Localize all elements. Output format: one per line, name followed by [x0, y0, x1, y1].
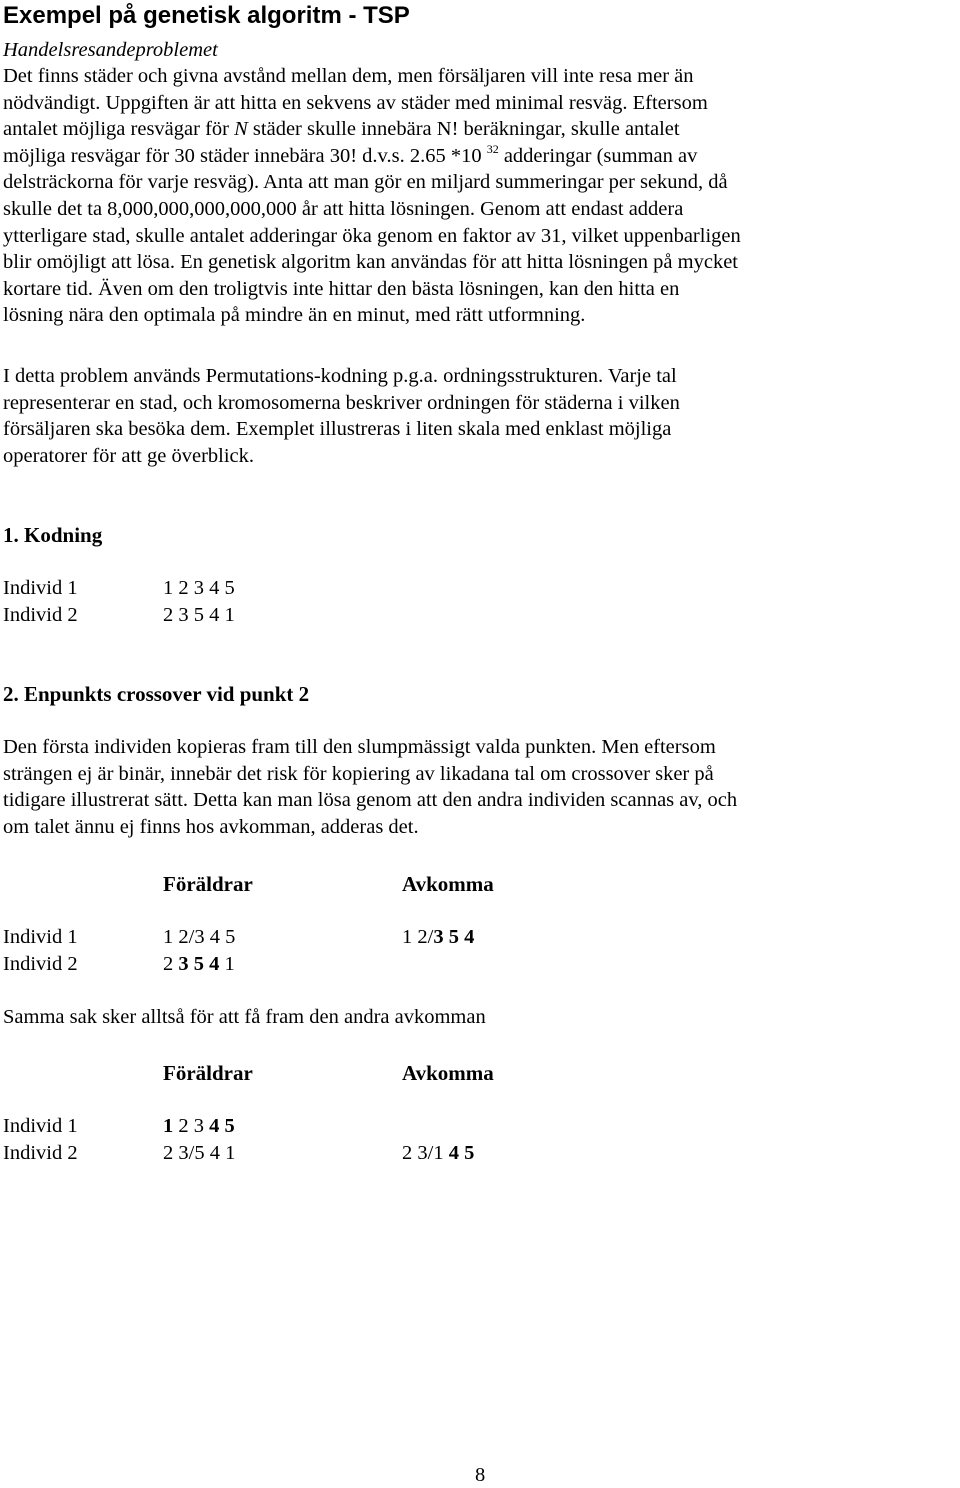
parents-column-header: Föräldrar [163, 1061, 253, 1085]
crossover-description [3, 734, 955, 840]
page-title: Exempel på genetisk algoritm - TSP [3, 2, 410, 29]
permutation-paragraph [3, 363, 955, 469]
crossover-row [3, 951, 703, 977]
individual-label: Individ 2 [3, 604, 78, 626]
intro-text: möjliga resvägar för 30 städer innebära 30! d.v.s. 2.65 *10 [3, 144, 487, 167]
exponent: 32 [486, 141, 499, 156]
intro-paragraph [3, 63, 955, 329]
desc-line: tidigare illustrerat sätt. Detta kan man lösa genom att den andra individen scannas av, och [3, 789, 738, 812]
section-heading-kodning: 1. Kodning [3, 523, 103, 547]
individual-label: Individ 1 [3, 926, 78, 948]
offspring-column-header: Avkomma [402, 872, 494, 896]
intro-line: ytterligare stad, skulle antalet adderingar öka genom en faktor av 31, vilket uppenbarligen [3, 224, 741, 247]
desc-line: om talet ännu ej finns hos avkomman, adderas det. [3, 815, 419, 838]
chromosome-highlight: 3 5 4 [178, 953, 220, 975]
individual-label: Individ 1 [3, 577, 78, 599]
chromosome-part: 1 [219, 953, 235, 975]
individual-label: Individ 1 [3, 1115, 78, 1137]
page-subtitle: Handelsresandeproblemet [3, 39, 218, 61]
variable-n: N [234, 118, 248, 141]
intro-text: adderingar (summan av [498, 144, 698, 167]
chromosome-value: 1 2 3 4 5 [163, 577, 235, 599]
intro-text: städer skulle innebära N! beräkningar, skulle antalet [247, 118, 680, 141]
individual-label: Individ 2 [3, 953, 78, 975]
offspring-added: 4 5 [448, 1142, 475, 1164]
intro-line: nödvändigt. Uppgiften är att hitta en sekvens av städer med minimal resväg. Eftersom [3, 91, 708, 114]
chromosome-value: 2 3 5 4 1 [163, 604, 235, 626]
intro-line [3, 143, 955, 170]
chromosome-part: 2 3 [173, 1115, 210, 1137]
parent-chromosome [163, 951, 235, 977]
parent-chromosome: 1 2/3 4 5 [163, 926, 236, 948]
parent-chromosome [163, 1113, 235, 1139]
encoding-row [3, 602, 703, 628]
intro-text: antalet möjliga resvägar för [3, 118, 235, 141]
chromosome-part: 2 [163, 953, 179, 975]
offspring-chromosome [402, 924, 474, 950]
offspring-copied: 2 3/1 [402, 1142, 449, 1164]
intro-line [3, 116, 955, 143]
intro-line: lösning nära den optimala på mindre än en minut, med rätt utformning. [3, 304, 586, 327]
intro-line: delsträckorna för varje resväg). Anta att man gör en miljard summeringar per sekund, då [3, 171, 728, 194]
chromosome-highlight: 1 [163, 1115, 174, 1137]
intro-line: blir omöjligt att lösa. En genetisk algoritm kan användas för att hitta lösningen på mycket [3, 251, 738, 274]
offspring-column-header: Avkomma [402, 1061, 494, 1085]
intro-line: skulle det ta 8,000,000,000,000,000 år att hitta lösningen. Genom att endast addera [3, 197, 684, 220]
perm-line: operatorer för att ge överblick. [3, 444, 255, 467]
perm-line: försäljaren ska besöka dem. Exemplet illustreras i liten skala med enklast möjliga [3, 418, 672, 441]
chromosome-highlight: 4 5 [209, 1115, 235, 1137]
second-offspring-note: Samma sak sker alltså för att få fram den andra avkomman [3, 1006, 486, 1028]
desc-line: strängen ej är binär, innebär det risk för kopiering av likadana tal om crossover sker på [3, 762, 714, 785]
page-number: 8 [475, 1464, 486, 1486]
crossover-row [3, 924, 703, 950]
individual-label: Individ 2 [3, 1142, 78, 1164]
offspring-chromosome [402, 1140, 474, 1166]
intro-line: kortare tid. Även om den troligtvis inte hittar den bästa lösningen, kan den hitta en [3, 277, 680, 300]
crossover-row [3, 1113, 703, 1139]
encoding-row [3, 575, 703, 601]
offspring-copied: 1 2/ [402, 926, 434, 948]
parents-column-header: Föräldrar [163, 872, 253, 896]
crossover-row [3, 1140, 703, 1166]
intro-line: Det finns städer och givna avstånd mellan dem, men försäljaren vill inte resa mer än [3, 65, 694, 87]
offspring-added: 3 5 4 [433, 926, 475, 948]
parent-chromosome: 2 3/5 4 1 [163, 1142, 236, 1164]
perm-line: representerar en stad, och kromosomerna beskriver ordningen för städerna i vilken [3, 391, 680, 414]
desc-line: Den första individen kopieras fram till den slumpmässigt valda punkten. Men eftersom [3, 736, 716, 758]
section-heading-crossover: 2. Enpunkts crossover vid punkt 2 [3, 682, 310, 706]
perm-line: I detta problem används Permutations-kodning p.g.a. ordningsstrukturen. Varje tal [3, 365, 677, 387]
